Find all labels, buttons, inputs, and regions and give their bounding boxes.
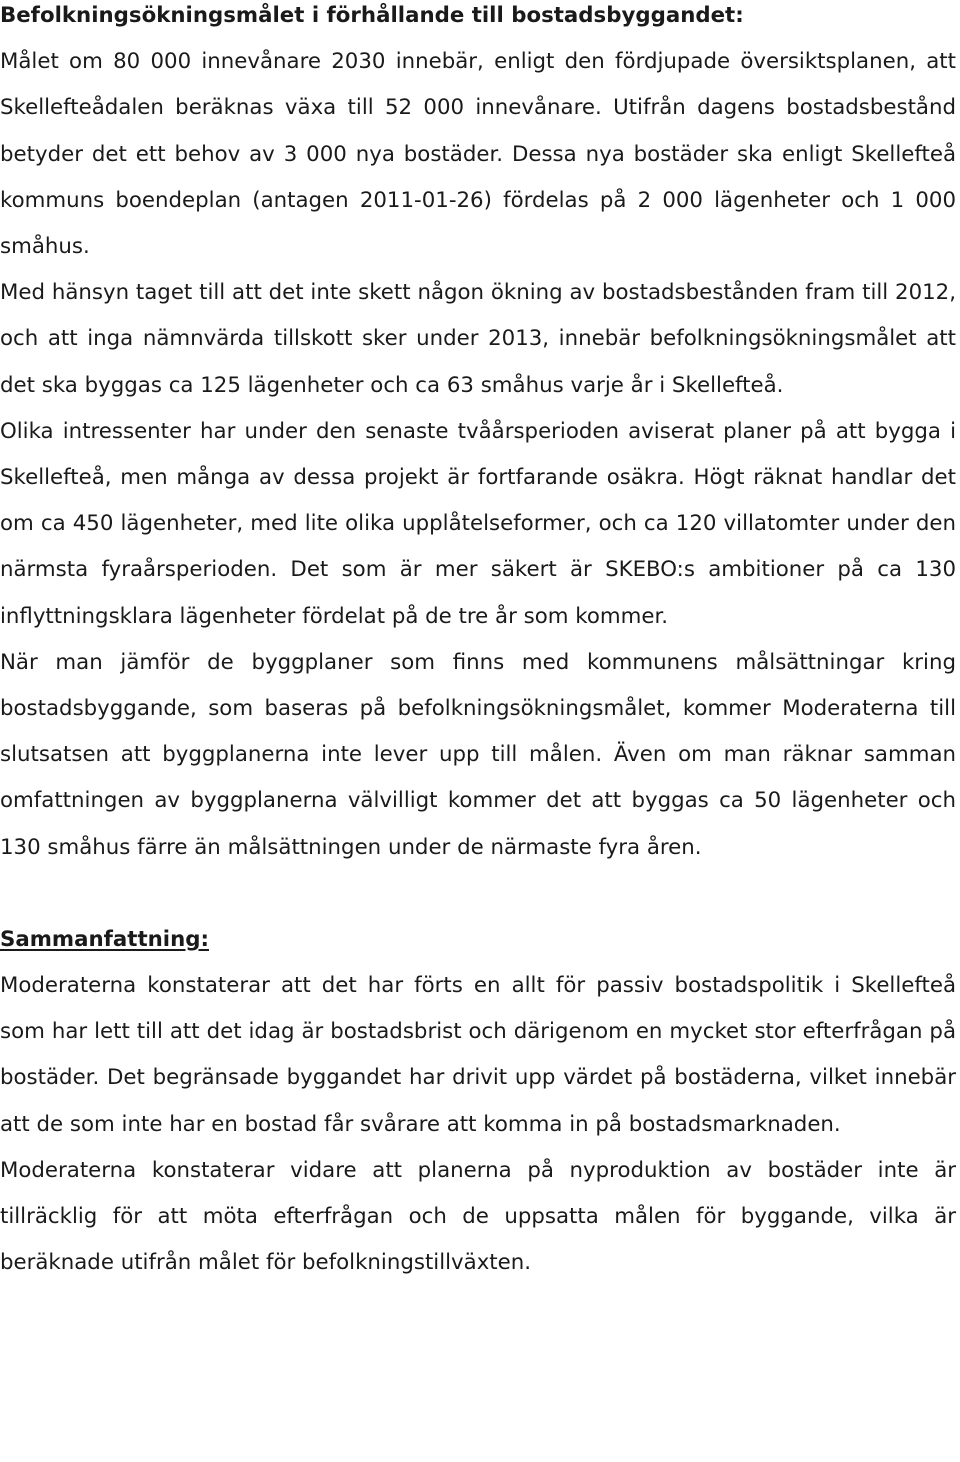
section-spacer (0, 871, 956, 917)
paragraph: Moderaterna konstaterar vidare att planerna på nyproduktion av bostäder inte är tillräcklig för att möta efterfrågan och de uppsatta målen för byggande, vilka är beräknade utifrån målet för befolkningstillväxten. (0, 1157, 956, 1276)
paragraph: Målet om 80 000 innevånare 2030 innebär, enligt den fördjupade översiktsplanen, att Skellefteådalen beräknas växa till 52 000 innevånare. Utifrån dagens bostadsbestånd betyder det ett behov av 3 000 nya bostäder. Dessa nya bostäder ska enligt Skellefteå kommuns boendeplan (antagen 2011-01-26) fördelas på 2 000 lägenheter och 1 000 småhus. (0, 49, 956, 260)
section-heading-housing-goal: Befolkningsökningsmålet i förhållande till bostadsbyggandet: (0, 3, 744, 28)
paragraph: Med hänsyn taget till att det inte skett någon ökning av bostadsbestånden fram till 2012, och att inga nämnvärda tillskott sker under 2013, innebär befolkningsökningsmålet att det ska byggas ca 125 lägenheter och ca 63 småhus varje år i Skellefteå. (0, 280, 956, 398)
paragraph: Olika intressenter har under den senaste tvåårsperioden aviserat planer på att bygga i Skellefteå, men många av dessa projekt är fortfarande osäkra. Högt räknat handlar det om ca 450 lägenheter, med lite olika upplåtelseformer, och ca 120 villatomter under den närmsta fyraårsperioden. Det som är mer säkert är SKEBO:s ambitioner på ca 130 inflyttningsklara lägenheter fördelat på de tre år som kommer. (0, 418, 956, 629)
paragraph: När man jämför de byggplaner som finns med kommunens målsättningar kring bostadsbyggande, som baseras på befolkningsökningsmålet, kommer Moderaterna till slutsatsen att byggplanerna inte lever upp till målen. Även om man räknar samman omfattningen av byggplanerna välvilligt kommer det att byggas ca 50 lägenheter och 130 småhus färre än målsättningen under de närmaste fyra åren. (0, 649, 956, 860)
paragraph: Moderaterna konstaterar att det har förts en allt för passiv bostadspolitik i Skellefteå som har lett till att det idag är bostadsbrist och därigenom en mycket stor efterfrågan på bostäder. Det begränsade byggandet har drivit upp värdet på bostäderna, vilket innebär att de som inte har en bostad får svårare att komma in på bostadsmarknaden. (0, 973, 956, 1137)
section-heading-summary: Sammanfattning: (0, 926, 210, 952)
